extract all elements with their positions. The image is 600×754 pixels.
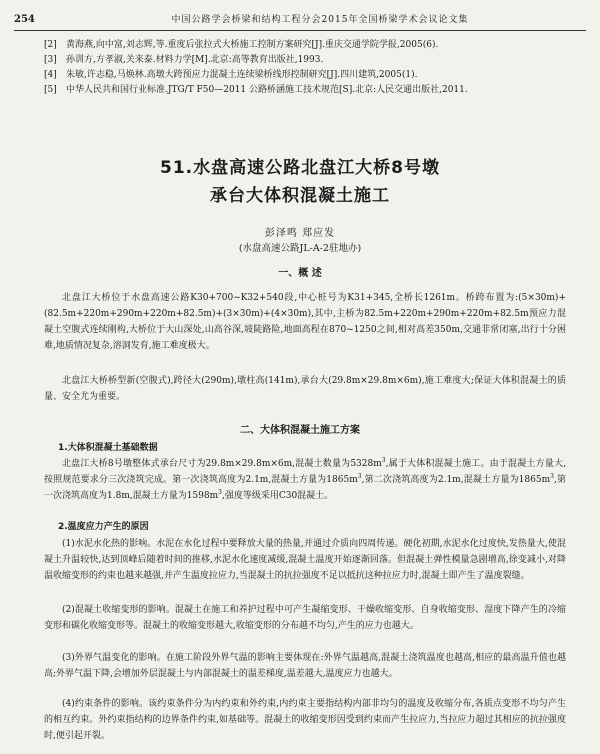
section-heading-construction-plan: 二、大体积混凝土施工方案: [240, 425, 360, 436]
text-run: ,强度等级采用C30混凝土。: [221, 491, 334, 501]
superscript: 3: [381, 457, 386, 464]
superscript: 3: [357, 473, 362, 480]
reference-number: [2]: [44, 40, 57, 50]
body-paragraph: 北盘江大桥位于水盘高速公路K30+700~K32+540段,中心桩号为K31+345,全桥长1261m。桥跨布置为:(5×30m)+(82.5m+220m+290m+220m+82.5m)+(3×30m)+(4×30m),其中,主桥为82.5m+220m+290m+220m+82.5m预应力混凝土空腹式连续刚构,大桥位于大山深处,山高谷深,坡陡路险,地面高程在870~1250之间,相对高差350m,交通非常闭塞,出行十分困难,地质情况复杂,溶洞发育,施工难度极大。: [44, 293, 566, 351]
body-paragraph: (2)混凝土收缩变形的影响。混凝土在施工和养护过程中可产生凝缩变形、干燥收缩变形、自身收缩变形、湿度下降产生的冷缩变形和碳化收缩变形等。混凝土的收缩变形越大,收缩变形的分布越不均匀,产生的应力也越大。: [44, 605, 566, 631]
text-run: ,第二次浇筑高度为2.1m,混凝土方量为1865m: [361, 475, 551, 485]
body-paragraph: 北盘江大桥桥型新(空腹式),跨径大(290m),墩柱高(141m),承台大(29.8m×29.8m×6m),施工难度大;保证大体积混凝土的质量、安全尤为重要。: [44, 376, 566, 402]
reference-list: [44, 38, 566, 98]
article-title: [20, 154, 580, 210]
body-paragraph: (3)外界气温变化的影响。在施工阶段外界气温的影响主要体现在:外界气温越高,混凝土浇筑温度也越高,相应的最高温升值也越高;外界气温下降,会增加外层混凝土与内部混凝土的温差梯度,温差越大,温度应力也越大。: [44, 653, 566, 679]
reference-text: 孙训方,方孝淑,关来泰.材料力学[M].北京:高等教育出版社,1993.: [66, 55, 324, 65]
reference-text: 黄海燕,向中富,刘志辉,等.重度后张拉式大桥施工控制方案研究[J].重庆交通学院学报,2005(6).: [66, 40, 439, 50]
superscript: 3: [550, 473, 554, 480]
reference-item: [44, 83, 566, 98]
reference-item: [44, 53, 566, 68]
text-run: 北盘江大桥8号墩整体式承台尺寸为29.8m×29.8m×6m,混凝土数量为5328m: [62, 459, 382, 469]
author-affiliation: (水盘高速公路JL-A-2驻地办): [238, 243, 362, 254]
title-line-2: 承台大体积混凝土施工: [210, 186, 390, 206]
text-run: ,第一次浇筑高度为1.8m,混凝土方量为1598m: [44, 475, 566, 501]
reference-number: [5]: [44, 85, 57, 95]
reference-text: 中华人民共和国行业标准.JTG/T F50—2011 公路桥涵施工技术规范[S].北京:人民交通出版社,2011.: [66, 85, 468, 95]
text-run: ,属于大体积混凝土施工。由于混凝土方量大,按照规范要求分三次浇筑完成。第一次浇筑高度为2.1m,混凝土方量为1865m: [44, 459, 567, 485]
body-paragraph: (4)约束条件的影响。该约束条件分为内约束和外约束,内约束主要指结构内部非均匀的温度及收缩分布,各质点变形不均匀产生的相互约束。外约束指结构的边界条件约束,如基础等。混凝土的收缩变形因受到约束而产生拉应力,当拉应力超过其相应的抗拉强度时,便引起开裂。: [44, 699, 566, 741]
journal-title: 中国公路学会桥梁和结构工程分会2015年全国桥梁学术会议论文集: [171, 15, 469, 25]
reference-item: [44, 38, 566, 53]
subsection-heading-stress-causes: 2.温度应力产生的原因: [58, 522, 149, 532]
reference-number: [4]: [44, 70, 57, 80]
running-header: [14, 10, 586, 31]
superscript: 3: [218, 489, 222, 496]
reference-text: 朱敏,许志稳,马焕林.高墩大跨预应力混凝土连续梁桥线形控制研究[J].四川建筑,2005(1).: [66, 70, 418, 80]
reference-item: [44, 68, 566, 83]
section-heading-overview: 一、概 述: [278, 268, 322, 279]
body-paragraph: (1)水泥水化热的影响。水泥在水化过程中要释放大量的热量,并通过介质向四周传递。硬化初期,水泥水化过度快,发热量大,使混凝土升温较快,达到顶峰后随着时间的推移,水泥水化速度减缓,混凝土温度开始逐渐回落。但混凝土弹性模量急剧增高,徐变减小,对降温收缩变形的约束也越来越强,并产生温度拉应力,当混凝土的抗拉强度不足以抵抗这种拉应力时,混凝土即产生了温度裂缝。: [44, 539, 566, 581]
subsection-heading-basic-data: 1.大体积混凝土基础数据: [58, 443, 158, 453]
body-paragraph: [44, 456, 566, 504]
title-line-1: 51.水盘高速公路北盘江大桥8号墩: [160, 158, 440, 178]
page-number: 254: [14, 14, 35, 25]
author-names: 彭泽鸣 郑应发: [264, 228, 336, 239]
reference-number: [3]: [44, 55, 57, 65]
